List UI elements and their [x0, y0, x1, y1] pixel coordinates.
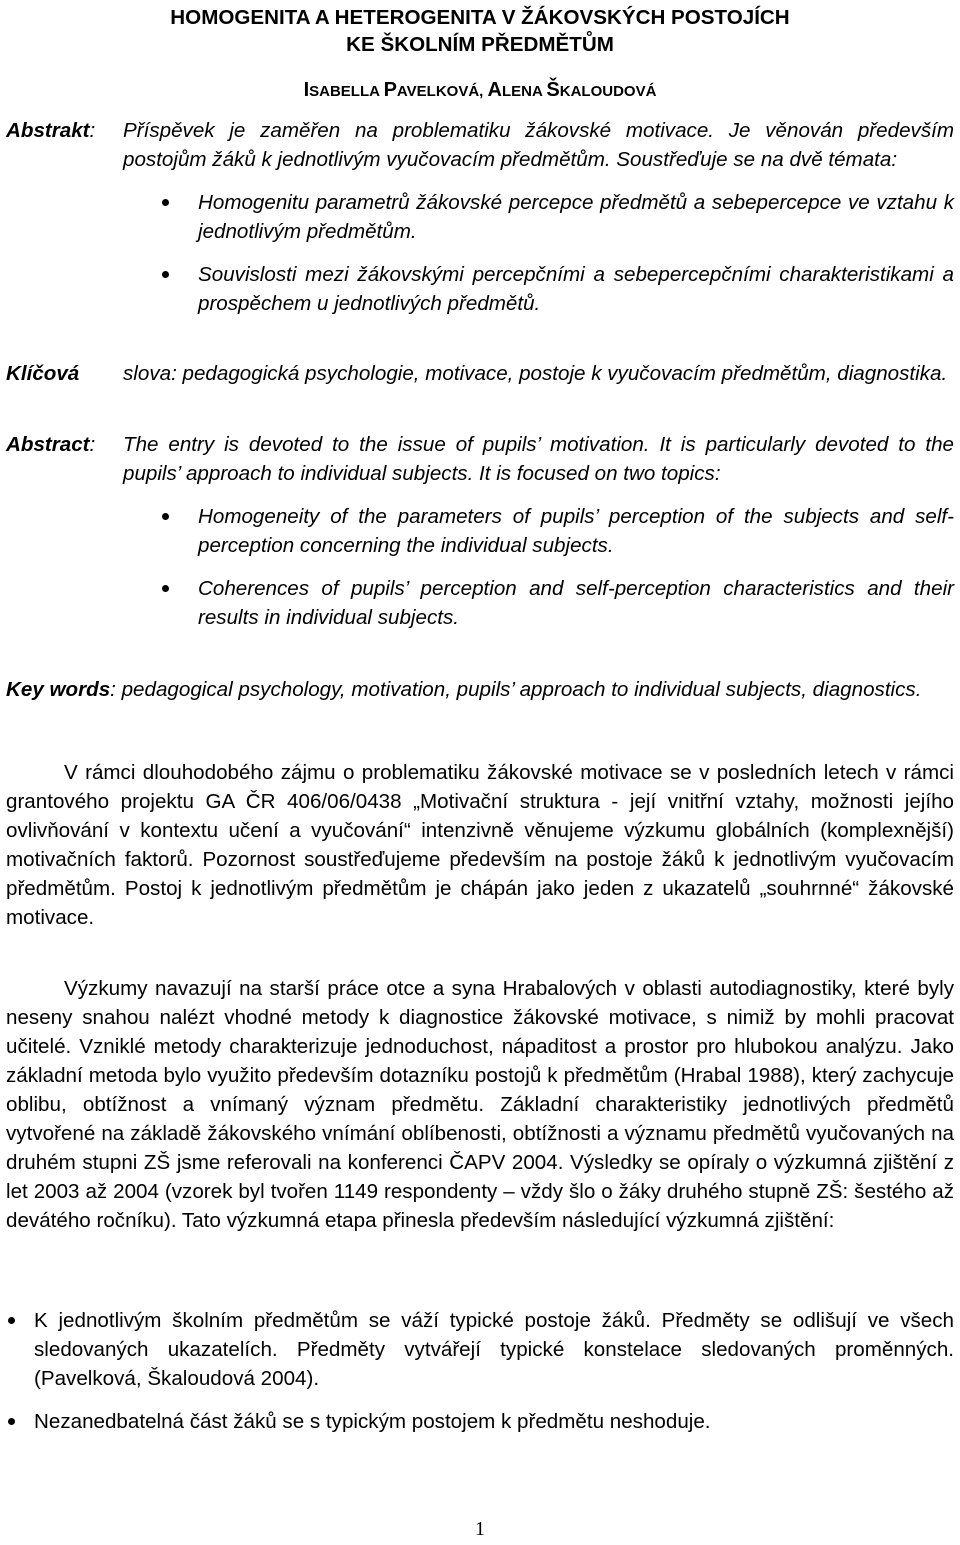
authors — [0, 76, 960, 106]
bullet-icon — [162, 271, 169, 278]
bullet-icon — [162, 513, 169, 520]
abstract-en-label: Abstract — [6, 433, 90, 456]
page-number: 1 — [475, 1518, 485, 1540]
bullet-icon — [162, 199, 169, 206]
list-item — [6, 188, 954, 246]
bullet-icon — [8, 1317, 15, 1324]
list-item — [6, 1407, 954, 1436]
keywords-en — [6, 675, 954, 704]
author1-surname: AVELKOVÁ, — [396, 83, 488, 100]
list-item — [6, 574, 954, 632]
bullet-text: K jednotlivým školním předmětům se váží typické postoje žáků. Předměty se odlišují ve všech sledovaných ukazatelích. Předměty vytvářejí typické konstelace sledovaných proměnných. (Pavelková, Škaloudová 2004). — [34, 1309, 954, 1390]
bullet-text: Souvislosti mezi žákovskými percepčními a sebepercepčními charakteristikami a prospěchem u jednotlivých předmětů. — [198, 263, 954, 315]
body-bullets — [6, 1306, 954, 1436]
abstract-en — [6, 430, 954, 632]
author2-surname: KALOUDOVÁ — [559, 83, 657, 100]
abstract-cz-label: Abstrakt — [6, 119, 90, 142]
bullet-text: Coherences of pupils’ perception and self-perception characteristics and their results in individual subjects. — [198, 577, 954, 629]
author1-surname-initial: P — [383, 79, 397, 101]
list-item — [6, 502, 954, 560]
bullet-text: Homogeneity of the parameters of pupils’ perception of the subjects and self-perception concerning the individual subjects. — [198, 505, 954, 557]
list-item — [6, 1306, 954, 1393]
author2-initial: A — [487, 79, 502, 101]
title-line-2: KE ŠKOLNÍM PŘEDMĚTŮM — [346, 33, 614, 56]
abstract-cz-bullets — [6, 188, 954, 318]
paper-title — [0, 4, 960, 58]
keywords-en-text: : pedagogical psychology, motivation, pupils’ approach to individual subjects, diagnostics. — [110, 678, 922, 701]
bullet-text: Nezanedbatelná část žáků se s typickým postojem k předmětu neshoduje. — [34, 1410, 711, 1433]
bullet-text: Homogenitu parametrů žákovské percepce předmětů a sebepercepce ve vztahu k jednotlivým předmětům. — [198, 191, 954, 243]
abstract-en-colon: : — [89, 433, 96, 456]
author1-initial: I — [303, 79, 310, 101]
abstract-en-text: The entry is devoted to the issue of pupils’ motivation. It is particularly devoted to the pupils’ approach to individual subjects. It is focused on two topics: — [123, 433, 954, 485]
author1-firstname: SABELLA — [309, 83, 384, 100]
body-paragraph-1: V rámci dlouhodobého zájmu o problematiku žákovské motivace se v posledních letech v rámci grantového projektu GA ČR 406/06/0438 „Motivační struktura - její vnitřní vztahy, možnosti jejího ovlivňování v kontextu učení a vyučování“ intenzivně věnujeme výzkumu globálních (komplexnější) motivačních faktorů. Pozornost soustřeďujeme především na postoje žáků k jednotlivým vyučovacím předmětům. Postoj k jednotlivým předmětům je chápán jako jeden z ukazatelů „souhrnné“ žákovské motivace. — [6, 761, 954, 929]
list-item — [6, 260, 954, 318]
keywords-en-label: Key words — [6, 678, 111, 701]
body-paragraph-2: Výzkumy navazují na starší práce otce a syna Hrabalových v oblasti autodiagnostiky, které byly neseny snahou nalézt vhodné metody k diagnostice žákovské motivace, s nimiž by mohli pracovat učitelé. Vzniklé metody charakterizuje jednoduchost, nápaditost a prostor pro hlubokou analýzu. Jako základní metoda bylo využito především dotazníku postojů k předmětům (Hrabal 1988), který zachycuje oblibu, obtížnost a vnímaný význam předmětu. Základní charakteristiky jednotlivých předmětů vytvořené na základě žákovského vnímání oblíbenosti, obtížnosti a významu předmětů vyučovaných na druhém stupni ZŠ jsme referovali na konferenci ČAPV 2004. Výsledky se opíraly o výzkumná zjištění z let 2003 až 2004 (vzorek byl tvořen 1149 respondenty – vždy šlo o žáky druhého stupně ZŠ: šestého až devátého ročníku). Tato výzkumná etapa přinesla především následující výzkumná zjištění: — [6, 977, 954, 1232]
abstract-cz-text: Příspěvek je zaměřen na problematiku žákovské motivace. Je věnován především postojům žáků k jednotlivým vyučovacím předmětům. Soustřeďuje se na dvě témata: — [123, 119, 954, 171]
author2-firstname: LENA — [501, 83, 547, 100]
abstract-en-bullets — [6, 502, 954, 632]
abstract-cz — [6, 116, 954, 318]
bullet-icon — [162, 585, 169, 592]
title-line-1: HOMOGENITA A HETEROGENITA V ŽÁKOVSKÝCH POSTOJÍCH — [170, 6, 790, 29]
keywords-cz-text: slova: pedagogická psychologie, motivace, postoje k vyučovacím předmětům, diagnostika. — [123, 362, 948, 385]
author2-surname-initial: Š — [546, 79, 560, 101]
keywords-cz — [6, 359, 954, 388]
bullet-icon — [8, 1418, 15, 1425]
abstract-cz-colon: : — [89, 119, 96, 142]
keywords-cz-label: Klíčová — [6, 362, 80, 385]
